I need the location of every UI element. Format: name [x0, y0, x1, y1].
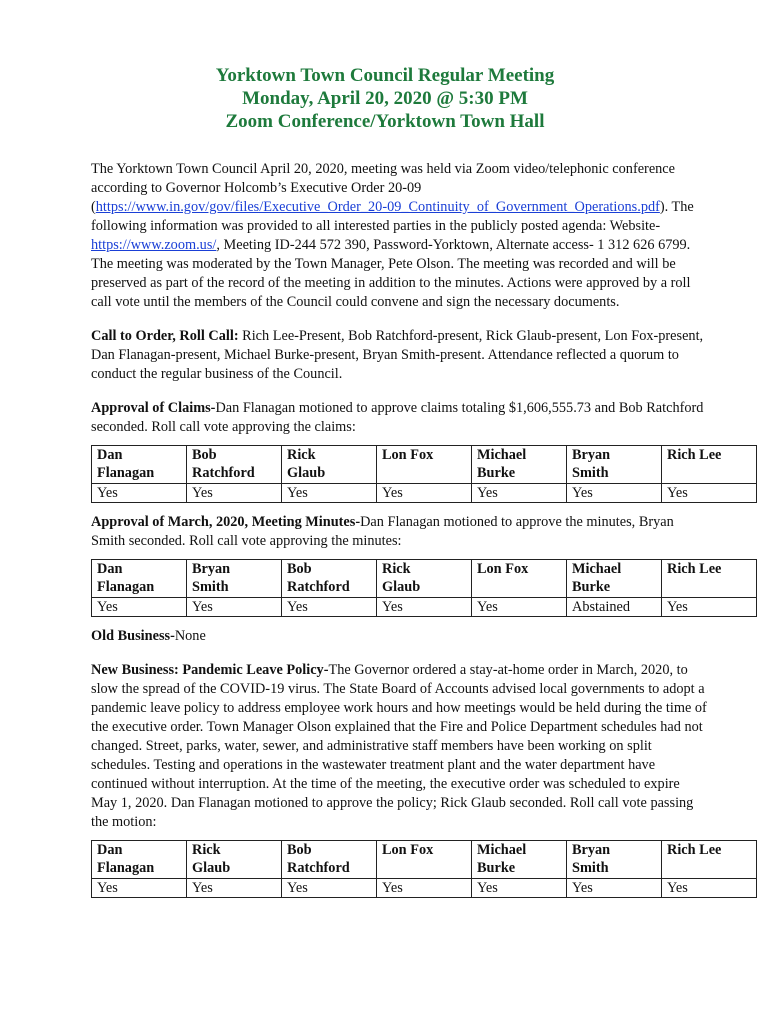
title-meeting-name: Yorktown Town Council Regular Meeting [215, 65, 555, 86]
roll-call-heading: Call to Order, Roll Call: [91, 328, 239, 344]
vote-name-cell: Bryan Smith [187, 560, 282, 598]
intro-text-1: The Yorktown Town Council April 20, 2020, meeting was held via Zoom video/telephonic conference according to Governor Holcomb’s Executive Order 20-09 ( [91, 161, 676, 215]
vote-name-cell: Michael Burke [567, 560, 662, 598]
vote-name-cell: Lon Fox [472, 560, 567, 598]
vote-value-cell: Yes [92, 598, 187, 617]
intro-text-2: ). The following information was provided to all interested parties in the publicly posted agenda: Website- [91, 199, 694, 234]
vote-table-votes-row [92, 484, 757, 503]
new-business-text: The Governor ordered a stay-at-home order in March, 2020, to slow the spread of the COVID-19 virus. The State Board of Accounts advised local governments to adopt a pandemic leave policy to address employee work hours and how meetings would be held during the time of the executive order. Town Manager Olson explained that the Fire and Police Department schedules had not changed. Street, parks, water, sewer, and administrative staff members have been working on split schedules. Testing and operations in the wastewater treatment plant and the water department have continued without interruption. At the time of the meeting, the executive order was scheduled to expire May 1, 2020. Dan Flanagan motioned to approve the policy; Rick Glaub seconded. Roll call vote passing the motion: [91, 662, 707, 830]
new-business-paragraph [91, 661, 709, 832]
old-business-paragraph [91, 627, 709, 646]
vote-value-cell: Yes [472, 879, 567, 898]
minutes-vote-table [91, 559, 757, 617]
vote-name-cell: Lon Fox [377, 446, 472, 484]
vote-name-cell: Rich Lee [662, 446, 757, 484]
minutes-text: Dan Flanagan motioned to approve the minutes, Bryan Smith seconded. Roll call vote approving the minutes: [91, 514, 674, 549]
vote-value-cell: Yes [377, 598, 472, 617]
vote-value-cell: Abstained [567, 598, 662, 617]
vote-value-cell: Yes [187, 879, 282, 898]
vote-name-cell: Dan Flanagan [92, 560, 187, 598]
vote-value-cell: Yes [567, 879, 662, 898]
vote-value-cell: Yes [187, 598, 282, 617]
old-business-heading: Old Business- [91, 628, 175, 644]
vote-value-cell: Yes [92, 484, 187, 503]
vote-value-cell: Yes [282, 879, 377, 898]
vote-value-cell: Yes [282, 598, 377, 617]
vote-name-cell: Rich Lee [662, 841, 757, 879]
vote-value-cell: Yes [472, 484, 567, 503]
document-title [0, 64, 770, 133]
vote-value-cell: Yes [472, 598, 567, 617]
intro-paragraph [91, 160, 709, 312]
vote-name-cell: Michael Burke [472, 841, 567, 879]
minutes-heading: Approval of March, 2020, Meeting Minutes- [91, 514, 361, 530]
claims-text: Dan Flanagan motioned to approve claims totaling $1,606,555.73 and Bob Ratchford seconded. Roll call vote approving the claims: [91, 400, 704, 435]
vote-value-cell: Yes [567, 484, 662, 503]
document-body [91, 160, 722, 908]
vote-table-names-row [92, 560, 757, 598]
vote-name-cell: Bob Ratchford [282, 841, 377, 879]
zoom-link[interactable]: https://www.zoom.us/ [91, 237, 217, 253]
vote-value-cell: Yes [377, 484, 472, 503]
vote-name-cell: Lon Fox [377, 841, 472, 879]
vote-value-cell: Yes [282, 484, 377, 503]
title-meeting-location: Zoom Conference/Yorktown Town Hall [225, 111, 545, 132]
vote-table-votes-row [92, 598, 757, 617]
minutes-paragraph [91, 513, 709, 551]
vote-name-cell: Bob Ratchford [187, 446, 282, 484]
claims-vote-table [91, 445, 757, 503]
vote-table-names-row [92, 841, 757, 879]
vote-name-cell: Rick Glaub [282, 446, 377, 484]
new-business-heading: New Business: Pandemic Leave Policy- [91, 662, 329, 678]
vote-table-names-row [92, 446, 757, 484]
vote-name-cell: Bob Ratchford [282, 560, 377, 598]
vote-name-cell: Bryan Smith [567, 446, 662, 484]
executive-order-link[interactable]: https://www.in.gov/gov/files/Executive_Order_20-09_Continuity_of_Government_Operations.pdf [95, 199, 660, 215]
claims-heading: Approval of Claims- [91, 400, 216, 416]
vote-name-cell: Rick Glaub [377, 560, 472, 598]
vote-value-cell: Yes [662, 484, 757, 503]
intro-text-3: , Meeting ID-244 572 390, Password-Yorktown, Alternate access- 1 312 626 6799. The meeting was moderated by the Town Manager, Pete Olson. The meeting was recorded and will be preserved as part of the record of the meeting in addition to the minutes. Actions were approved by a roll call vote until the members of the Council could convene and sign the necessary documents. [91, 237, 691, 310]
title-meeting-date: Monday, April 20, 2020 @ 5:30 PM [242, 88, 528, 109]
vote-value-cell: Yes [92, 879, 187, 898]
vote-value-cell: Yes [187, 484, 282, 503]
roll-call-paragraph [91, 327, 709, 384]
claims-paragraph [91, 399, 709, 437]
vote-value-cell: Yes [662, 598, 757, 617]
vote-name-cell: Bryan Smith [567, 841, 662, 879]
vote-name-cell: Rick Glaub [187, 841, 282, 879]
vote-name-cell: Rich Lee [662, 560, 757, 598]
old-business-text: None [174, 628, 206, 644]
vote-value-cell: Yes [377, 879, 472, 898]
new-business-vote-table [91, 840, 757, 898]
vote-name-cell: Dan Flanagan [92, 841, 187, 879]
roll-call-text: Rich Lee-Present, Bob Ratchford-present, Rick Glaub-present, Lon Fox-present, Dan Flanagan-present, Michael Burke-present, Bryan Smith-present. Attendance reflected a quorum to conduct the regular business of the Council. [91, 328, 704, 382]
vote-table-votes-row [92, 879, 757, 898]
vote-value-cell: Yes [662, 879, 757, 898]
vote-name-cell: Michael Burke [472, 446, 567, 484]
vote-name-cell: Dan Flanagan [92, 446, 187, 484]
